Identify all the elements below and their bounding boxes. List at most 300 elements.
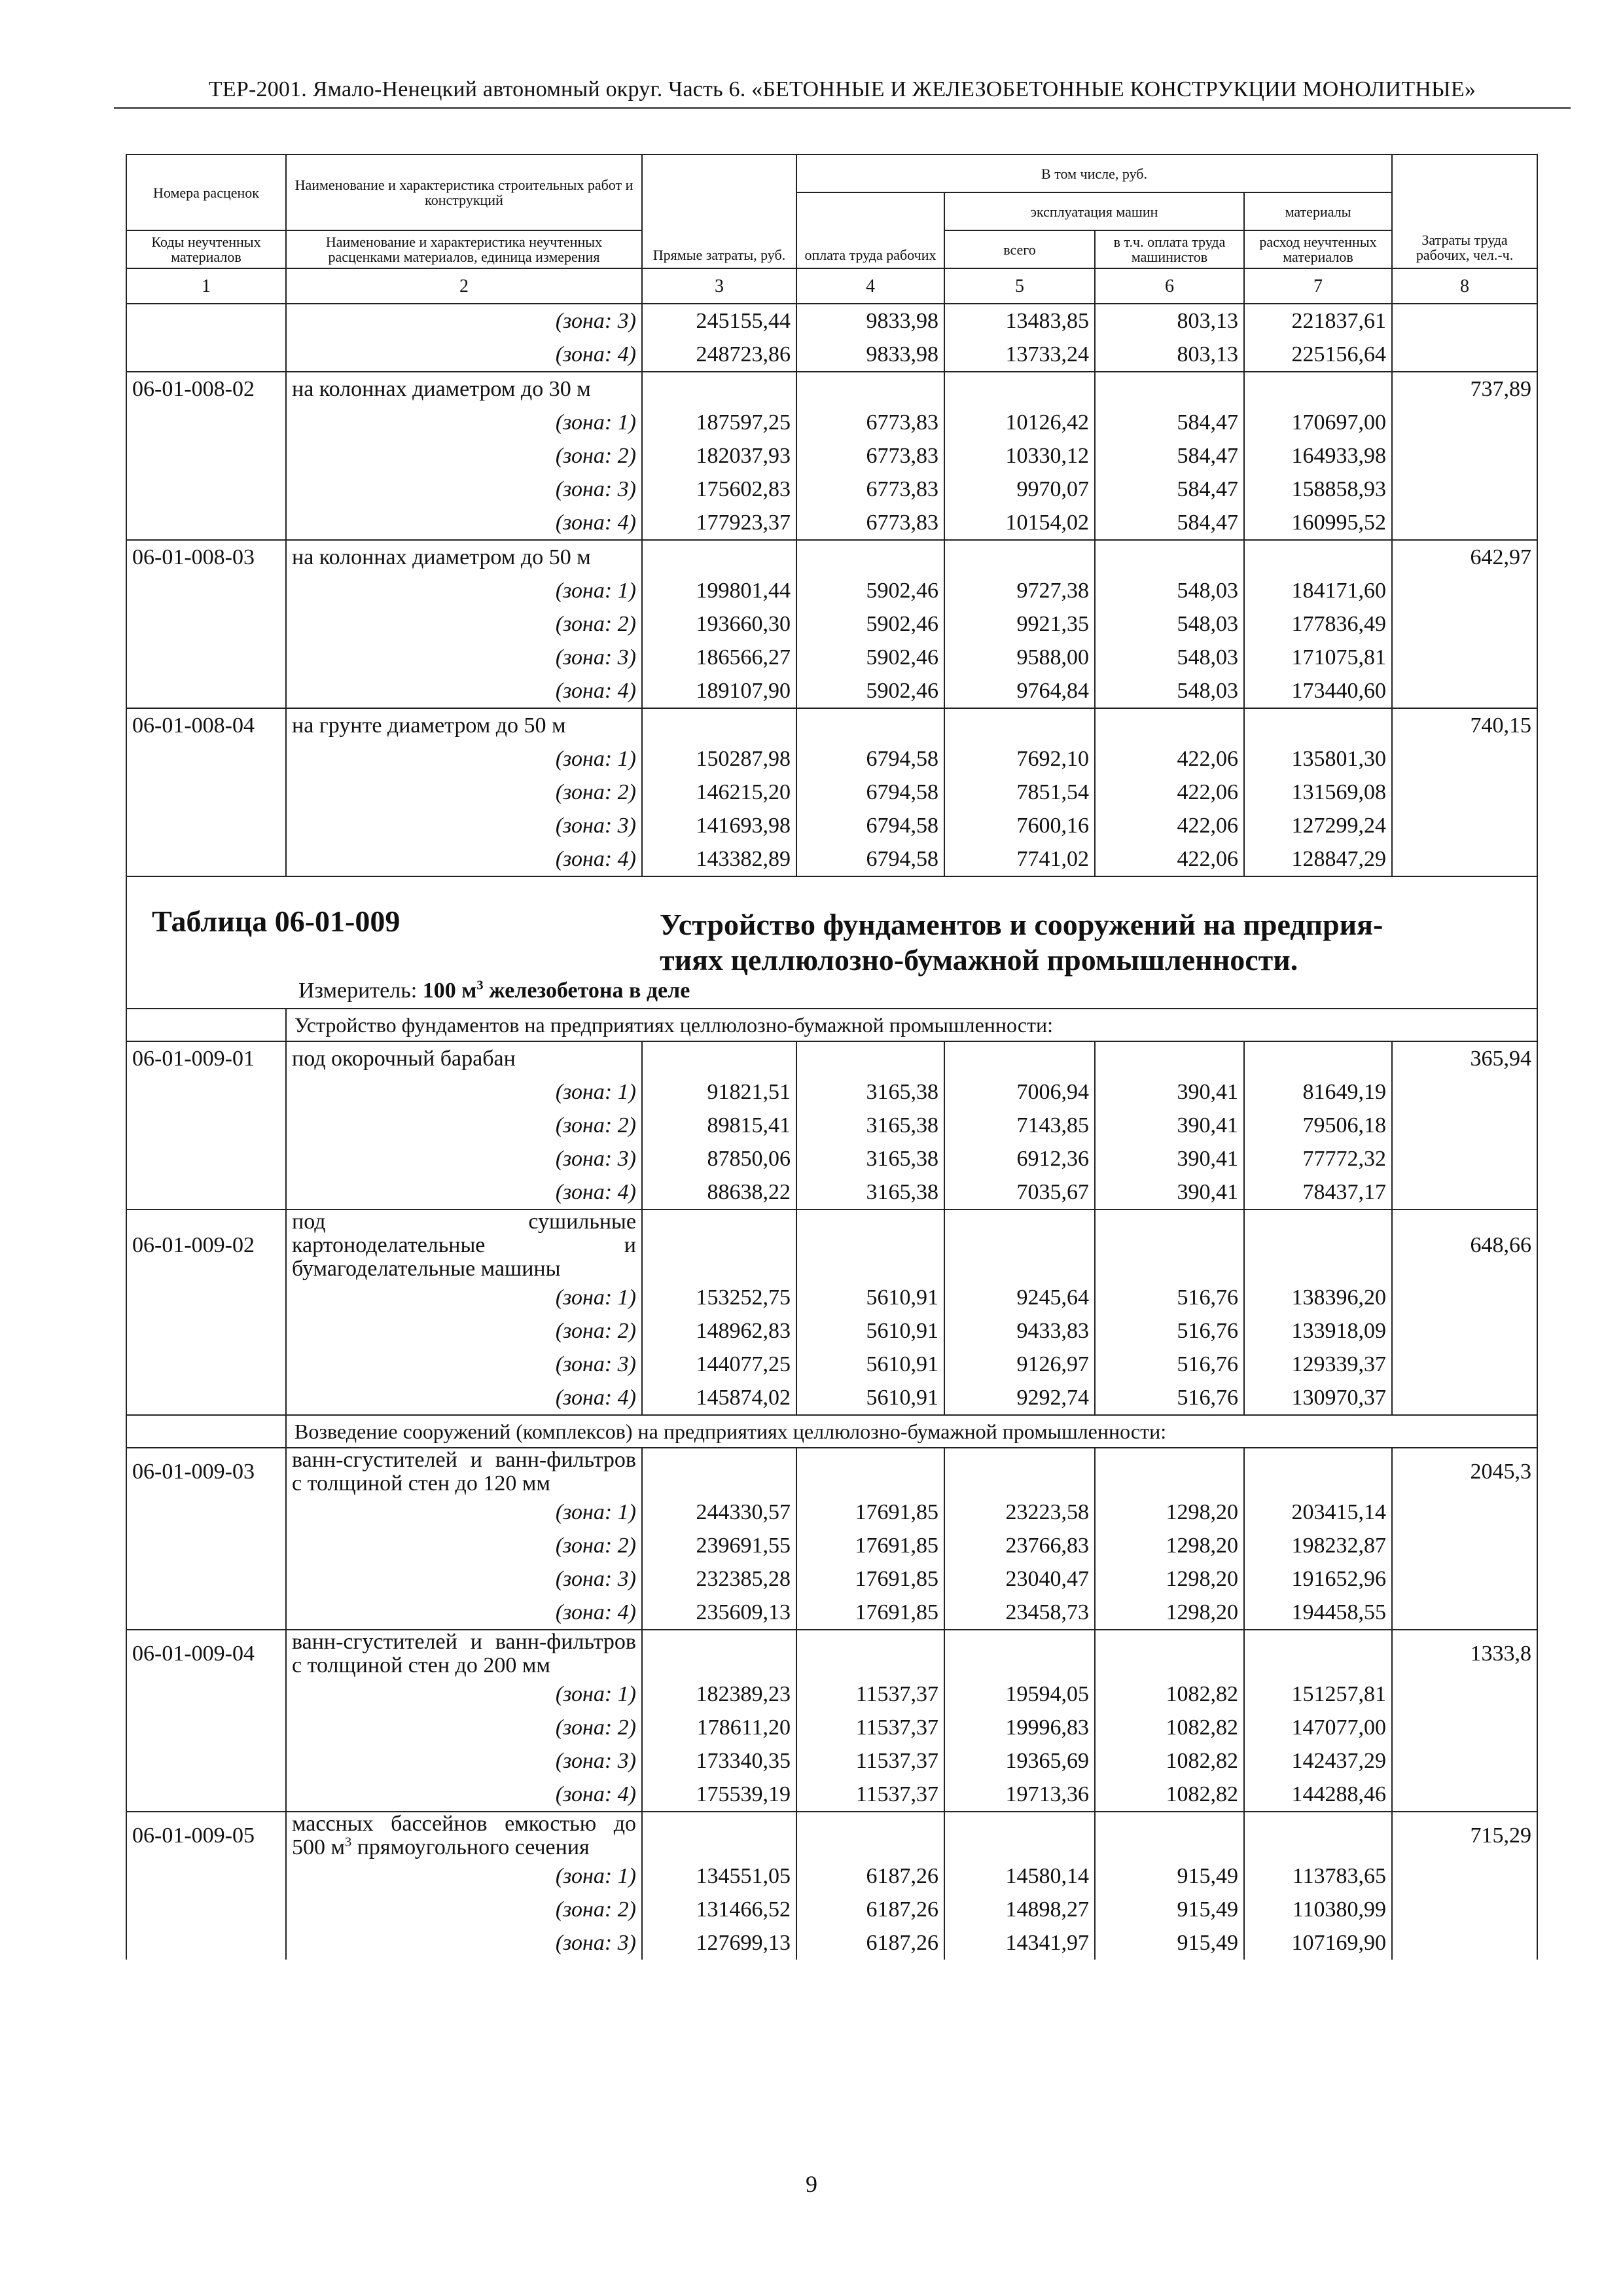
wages: 11537,37	[796, 1778, 944, 1812]
machines-total: 6912,36	[944, 1142, 1095, 1175]
table-row	[126, 1711, 1537, 1744]
materials: 184171,60	[1244, 574, 1392, 607]
machinists-wages: 915,49	[1095, 1926, 1244, 1960]
wages: 11537,37	[796, 1744, 944, 1778]
measure-unit-suffix: железобетона в деле	[489, 978, 690, 1003]
header-code-top: Номера расценок	[126, 154, 286, 230]
machinists-wages: 516,76	[1095, 1281, 1244, 1314]
measure-unit-prefix: Измеритель:	[298, 978, 418, 1003]
table-row	[126, 641, 1537, 674]
zone-label: (зона: 2)	[286, 1314, 642, 1348]
machines-total: 23766,83	[944, 1529, 1095, 1562]
rate-item	[126, 1041, 1537, 1075]
rate-item	[126, 1812, 1537, 1859]
wages: 6794,58	[796, 742, 944, 776]
machinists-wages: 548,03	[1095, 607, 1244, 641]
zone-label: (зона: 2)	[286, 607, 642, 641]
table-row	[126, 1314, 1537, 1348]
page-number: 9	[806, 2171, 817, 2197]
col-num: 1	[126, 268, 286, 304]
machines-total: 23458,73	[944, 1596, 1095, 1630]
wages: 6794,58	[796, 842, 944, 876]
rate-item	[126, 1448, 1537, 1496]
wages: 5610,91	[796, 1314, 944, 1348]
direct-cost: 87850,06	[642, 1142, 796, 1175]
machinists-wages: 803,13	[1095, 304, 1244, 338]
zone-label: (зона: 4)	[286, 1596, 642, 1630]
machines-total: 10126,42	[944, 406, 1095, 439]
section-block-structures	[126, 1415, 1537, 1448]
table-row	[126, 473, 1537, 506]
zone-label: (зона: 1)	[286, 1677, 642, 1711]
rate-name-part: массных бассейнов емкостью до 500 м	[292, 1812, 636, 1859]
wages: 5902,46	[796, 674, 944, 708]
header-wages: оплата труда рабочих	[796, 192, 944, 268]
machinists-wages: 548,03	[1095, 674, 1244, 708]
machines-total: 9921,35	[944, 607, 1095, 641]
machinists-wages: 915,49	[1095, 1893, 1244, 1926]
materials: 173440,60	[1244, 674, 1392, 708]
wages: 11537,37	[796, 1677, 944, 1711]
wages: 5610,91	[796, 1381, 944, 1415]
machinists-wages: 548,03	[1095, 574, 1244, 607]
direct-cost: 145874,02	[642, 1381, 796, 1415]
direct-cost: 141693,98	[642, 809, 796, 842]
header-direct-costs: Прямые затраты, руб.	[642, 154, 796, 268]
machines-total: 9764,84	[944, 674, 1095, 708]
machines-total: 9970,07	[944, 473, 1095, 506]
machinists-wages: 1082,82	[1095, 1744, 1244, 1778]
wages: 3165,38	[796, 1142, 944, 1175]
table-row	[126, 1348, 1537, 1381]
zone-label: (зона: 2)	[286, 1711, 642, 1744]
materials: 138396,20	[1244, 1281, 1392, 1314]
direct-cost: 189107,90	[642, 674, 796, 708]
section-title-foundations: Устройство фундаментов на предприятиях целлюлозно-бумажной промышленности:	[286, 1009, 1537, 1041]
header-machines-total: всего	[944, 230, 1095, 268]
section-title-structures: Возведение сооружений (комплексов) на предприятиях целлюлозно-бумажной промышленности:	[286, 1415, 1537, 1448]
materials: 194458,55	[1244, 1596, 1392, 1630]
table-row	[126, 1381, 1537, 1415]
header-code-bottom: Коды неучтенных материалов	[126, 230, 286, 268]
wages: 9833,98	[796, 338, 944, 372]
table-row	[126, 1496, 1537, 1529]
materials: 77772,32	[1244, 1142, 1392, 1175]
machinists-wages: 548,03	[1095, 641, 1244, 674]
zone-label: (зона: 1)	[286, 1859, 642, 1893]
wages: 6794,58	[796, 776, 944, 809]
machinists-wages: 1082,82	[1095, 1711, 1244, 1744]
direct-cost: 177923,37	[642, 506, 796, 540]
materials: 147077,00	[1244, 1711, 1392, 1744]
header-rule	[114, 107, 1571, 109]
machines-total: 7600,16	[944, 809, 1095, 842]
machines-total: 13733,24	[944, 338, 1095, 372]
table-row	[126, 607, 1537, 641]
materials: 225156,64	[1244, 338, 1392, 372]
table-row	[126, 742, 1537, 776]
zone-label: (зона: 3)	[286, 1562, 642, 1596]
machinists-wages: 1298,20	[1095, 1529, 1244, 1562]
direct-cost: 134551,05	[642, 1859, 796, 1893]
machinists-wages: 1298,20	[1095, 1562, 1244, 1596]
zone-label: (зона: 4)	[286, 842, 642, 876]
table-title-block	[126, 876, 1537, 1041]
machines-total: 10154,02	[944, 506, 1095, 540]
machinists-wages: 390,41	[1095, 1175, 1244, 1210]
measure-unit-sup: 3	[476, 978, 484, 993]
materials: 164933,98	[1244, 439, 1392, 473]
zone-label: (зона: 1)	[286, 1496, 642, 1529]
machines-total: 7143,85	[944, 1109, 1095, 1142]
machinists-wages: 390,41	[1095, 1109, 1244, 1142]
measure-unit	[298, 977, 690, 1005]
zone-label: (зона: 3)	[286, 1744, 642, 1778]
machinists-wages: 516,76	[1095, 1381, 1244, 1415]
machines-total: 9126,97	[944, 1348, 1095, 1381]
wages: 3165,38	[796, 1175, 944, 1210]
wages: 5610,91	[796, 1281, 944, 1314]
col-num: 4	[796, 268, 944, 304]
machinists-wages: 390,41	[1095, 1075, 1244, 1109]
machines-total: 19594,05	[944, 1677, 1095, 1711]
zone-label: (зона: 1)	[286, 1075, 642, 1109]
table-number: Таблица 06-01-009	[152, 905, 401, 938]
table-row	[126, 1677, 1537, 1711]
direct-cost: 235609,13	[642, 1596, 796, 1630]
machinists-wages: 422,06	[1095, 742, 1244, 776]
wages: 5610,91	[796, 1348, 944, 1381]
direct-cost: 175602,83	[642, 473, 796, 506]
wages: 11537,37	[796, 1711, 944, 1744]
direct-cost: 143382,89	[642, 842, 796, 876]
zone-label: (зона: 2)	[286, 439, 642, 473]
direct-cost: 186566,27	[642, 641, 796, 674]
labor-cost: 1333,8	[1392, 1630, 1537, 1677]
machinists-wages: 1082,82	[1095, 1778, 1244, 1812]
direct-cost: 175539,19	[642, 1778, 796, 1812]
zone-label: (зона: 4)	[286, 338, 642, 372]
rate-code: 06-01-008-03	[126, 540, 286, 574]
table-row	[126, 1175, 1537, 1210]
wages: 17691,85	[796, 1562, 944, 1596]
machinists-wages: 915,49	[1095, 1859, 1244, 1893]
table-row	[126, 1075, 1537, 1109]
rate-name: под окорочный барабан	[286, 1041, 642, 1075]
direct-cost: 248723,86	[642, 338, 796, 372]
direct-cost: 239691,55	[642, 1529, 796, 1562]
wages: 5902,46	[796, 641, 944, 674]
zone-label: (зона: 4)	[286, 1175, 642, 1210]
labor-cost: 365,94	[1392, 1041, 1537, 1075]
wages: 6773,83	[796, 406, 944, 439]
machines-total: 14341,97	[944, 1926, 1095, 1960]
measure-unit-value: 100 м	[422, 978, 477, 1003]
zone-label: (зона: 2)	[286, 1529, 642, 1562]
materials: 135801,30	[1244, 742, 1392, 776]
machines-total: 9292,74	[944, 1381, 1095, 1415]
machines-total: 23040,47	[944, 1562, 1095, 1596]
materials: 110380,99	[1244, 1893, 1392, 1926]
materials: 160995,52	[1244, 506, 1392, 540]
direct-cost: 193660,30	[642, 607, 796, 641]
machinists-wages: 422,06	[1095, 809, 1244, 842]
zone-label: (зона: 3)	[286, 1142, 642, 1175]
zone-label: (зона: 2)	[286, 776, 642, 809]
table-row	[126, 674, 1537, 708]
machines-total: 9588,00	[944, 641, 1095, 674]
column-numbers	[126, 268, 1537, 304]
wages: 6187,26	[796, 1893, 944, 1926]
materials: 81649,19	[1244, 1075, 1392, 1109]
rate-item	[126, 540, 1537, 574]
wages: 6773,83	[796, 439, 944, 473]
zone-label: (зона: 2)	[286, 1109, 642, 1142]
zone-label: (зона: 4)	[286, 1381, 642, 1415]
rate-code: 06-01-009-04	[126, 1630, 286, 1677]
rate-name: ванн-сгустителей и ванн-фильтров с толщиной стен до 200 мм	[286, 1630, 642, 1677]
table-header	[126, 154, 1537, 304]
direct-cost: 182037,93	[642, 439, 796, 473]
table-row	[126, 1562, 1537, 1596]
materials: 144288,46	[1244, 1778, 1392, 1812]
direct-cost: 187597,25	[642, 406, 796, 439]
direct-cost: 244330,57	[642, 1496, 796, 1529]
table-row	[126, 776, 1537, 809]
zone-label: (зона: 4)	[286, 674, 642, 708]
col-num: 5	[944, 268, 1095, 304]
table-row	[126, 1744, 1537, 1778]
machines-total: 7692,10	[944, 742, 1095, 776]
zone-label: (зона: 1)	[286, 742, 642, 776]
materials: 151257,81	[1244, 1677, 1392, 1711]
rate-name: на колоннах диаметром до 50 м	[286, 540, 642, 574]
machines-total: 14898,27	[944, 1893, 1095, 1926]
direct-cost: 150287,98	[642, 742, 796, 776]
machinists-wages: 422,06	[1095, 776, 1244, 809]
running-header: ТЕР-2001. Ямало-Ненецкий автономный округ. Часть 6. «БЕТОННЫЕ И ЖЕЛЕЗОБЕТОННЫЕ КОНСТРУКЦИИ МОНОЛИТНЫЕ»	[208, 77, 1476, 101]
materials: 128847,29	[1244, 842, 1392, 876]
header-group-machines: эксплуатация машин	[944, 192, 1244, 230]
table-row	[126, 506, 1537, 540]
materials: 107169,90	[1244, 1926, 1392, 1960]
wages: 6773,83	[796, 473, 944, 506]
materials: 79506,18	[1244, 1109, 1392, 1142]
labor-cost: 642,97	[1392, 540, 1537, 574]
zone-label: (зона: 1)	[286, 406, 642, 439]
machinists-wages: 584,47	[1095, 506, 1244, 540]
wages: 6794,58	[796, 809, 944, 842]
materials: 198232,87	[1244, 1529, 1392, 1562]
rate-name-part: прямоугольного сечения	[351, 1835, 590, 1859]
rate-name-sup: 3	[345, 1835, 352, 1850]
materials: 130970,37	[1244, 1381, 1392, 1415]
direct-cost: 178611,20	[642, 1711, 796, 1744]
machines-total: 19365,69	[944, 1744, 1095, 1778]
zone-label: (зона: 3)	[286, 809, 642, 842]
wages: 9833,98	[796, 304, 944, 338]
table-row	[126, 338, 1537, 372]
header-name-top: Наименование и характеристика строительных работ и конструкций	[286, 154, 642, 230]
table-body	[126, 304, 1537, 372]
machinists-wages: 390,41	[1095, 1142, 1244, 1175]
zone-label: (зона: 2)	[286, 1893, 642, 1926]
machines-total: 19713,36	[944, 1778, 1095, 1812]
machinists-wages: 584,47	[1095, 439, 1244, 473]
table-row	[126, 842, 1537, 876]
rates-group-009-foundations	[126, 1041, 1537, 1415]
materials: 203415,14	[1244, 1496, 1392, 1529]
wages: 3165,38	[796, 1109, 944, 1142]
machinists-wages: 584,47	[1095, 473, 1244, 506]
rate-item	[126, 1210, 1537, 1281]
machines-total: 10330,12	[944, 439, 1095, 473]
zone-label: (зона: 3)	[286, 1348, 642, 1381]
machinists-wages: 584,47	[1095, 406, 1244, 439]
direct-cost: 245155,44	[642, 304, 796, 338]
machines-total: 7035,67	[944, 1175, 1095, 1210]
wages: 5902,46	[796, 607, 944, 641]
materials: 129339,37	[1244, 1348, 1392, 1381]
header-name-bottom: Наименование и характеристика неучтенных расценками материалов, единица измерения	[286, 230, 642, 268]
col-num: 6	[1095, 268, 1244, 304]
table-row	[126, 1109, 1537, 1142]
materials: 142437,29	[1244, 1744, 1392, 1778]
rate-item	[126, 708, 1537, 742]
table-row	[126, 1529, 1537, 1562]
rate-item	[126, 372, 1537, 406]
zone-label: (зона: 3)	[286, 1926, 642, 1960]
materials: 131569,08	[1244, 776, 1392, 809]
table-row	[126, 406, 1537, 439]
machines-total: 23223,58	[944, 1496, 1095, 1529]
rate-code: 06-01-009-03	[126, 1448, 286, 1496]
materials: 78437,17	[1244, 1175, 1392, 1210]
rate-name: под сушильные картоноделательные и бумагоделательные машины	[286, 1210, 642, 1281]
materials: 191652,96	[1244, 1562, 1392, 1596]
wages: 17691,85	[796, 1596, 944, 1630]
machines-total: 13483,85	[944, 304, 1095, 338]
col-num: 3	[642, 268, 796, 304]
labor-cost: 648,66	[1392, 1210, 1537, 1281]
machines-total: 9245,64	[944, 1281, 1095, 1314]
col-num: 7	[1244, 268, 1392, 304]
table-row	[126, 1778, 1537, 1812]
table-row	[126, 1893, 1537, 1926]
table-row	[126, 1281, 1537, 1314]
rate-code: 06-01-008-02	[126, 372, 286, 406]
header-group-materials: материалы	[1244, 192, 1392, 230]
wages: 6187,26	[796, 1859, 944, 1893]
zone-label: (зона: 3)	[286, 304, 642, 338]
materials: 127299,24	[1244, 809, 1392, 842]
section-heading	[126, 1415, 1537, 1448]
rate-name	[286, 1812, 642, 1859]
rate-item	[126, 1630, 1537, 1677]
direct-cost: 127699,13	[642, 1926, 796, 1960]
table-title: Устройство фундаментов и сооружений на предприя-тиях целлюлозно-бумажной промышленности.	[660, 908, 1383, 977]
materials: 171075,81	[1244, 641, 1392, 674]
wages: 3165,38	[796, 1075, 944, 1109]
machines-total: 9727,38	[944, 574, 1095, 607]
wages: 6187,26	[796, 1926, 944, 1960]
direct-cost: 182389,23	[642, 1677, 796, 1711]
machinists-wages: 422,06	[1095, 842, 1244, 876]
materials: 158858,93	[1244, 473, 1392, 506]
header-labor-costs: Затраты труда рабочих, чел.-ч.	[1392, 154, 1537, 268]
table-row	[126, 809, 1537, 842]
machinists-wages: 1082,82	[1095, 1677, 1244, 1711]
table-row	[126, 1596, 1537, 1630]
materials: 113783,65	[1244, 1859, 1392, 1893]
header-materials-use: расход неучтенных материалов	[1244, 230, 1392, 268]
table-row	[126, 304, 1537, 338]
rate-code: 06-01-008-04	[126, 708, 286, 742]
wages: 6773,83	[796, 506, 944, 540]
machines-total: 19996,83	[944, 1711, 1095, 1744]
rates-group-008	[126, 372, 1537, 876]
section-heading	[126, 1009, 1537, 1041]
materials: 177836,49	[1244, 607, 1392, 641]
machines-total: 9433,83	[944, 1314, 1095, 1348]
wages: 17691,85	[796, 1529, 944, 1562]
rate-code: 06-01-009-01	[126, 1041, 286, 1075]
direct-cost: 146215,20	[642, 776, 796, 809]
table-row	[126, 1142, 1537, 1175]
zone-label: (зона: 3)	[286, 641, 642, 674]
machinists-wages: 803,13	[1095, 338, 1244, 372]
wages: 17691,85	[796, 1496, 944, 1529]
col-num: 8	[1392, 268, 1537, 304]
zone-label: (зона: 1)	[286, 1281, 642, 1314]
rate-name: на колоннах диаметром до 30 м	[286, 372, 642, 406]
table-row	[126, 439, 1537, 473]
machinists-wages: 516,76	[1095, 1314, 1244, 1348]
machines-total: 7741,02	[944, 842, 1095, 876]
materials: 221837,61	[1244, 304, 1392, 338]
rate-name: на грунте диаметром до 50 м	[286, 708, 642, 742]
table-row	[126, 574, 1537, 607]
rates-group-009-structures	[126, 1448, 1537, 1960]
direct-cost: 91821,51	[642, 1075, 796, 1109]
rate-name: ванн-сгустителей и ванн-фильтров с толщиной стен до 120 мм	[286, 1448, 642, 1496]
machinists-wages: 516,76	[1095, 1348, 1244, 1381]
materials: 133918,09	[1244, 1314, 1392, 1348]
header-group-incl: В том числе, руб.	[796, 154, 1392, 192]
labor-cost: 715,29	[1392, 1812, 1537, 1859]
direct-cost: 88638,22	[642, 1175, 796, 1210]
rate-code: 06-01-009-05	[126, 1812, 286, 1859]
labor-cost: 2045,3	[1392, 1448, 1537, 1496]
direct-cost: 153252,75	[642, 1281, 796, 1314]
machinists-wages: 1298,20	[1095, 1596, 1244, 1630]
header-machinists-wages: в т.ч. оплата труда машинистов	[1095, 230, 1244, 268]
labor-cost: 740,15	[1392, 708, 1537, 742]
price-table	[126, 154, 1538, 1960]
machinists-wages: 1298,20	[1095, 1496, 1244, 1529]
wages: 5902,46	[796, 574, 944, 607]
zone-label: (зона: 4)	[286, 506, 642, 540]
labor-cost: 737,89	[1392, 372, 1537, 406]
materials: 170697,00	[1244, 406, 1392, 439]
zone-label: (зона: 3)	[286, 473, 642, 506]
machines-total: 7006,94	[944, 1075, 1095, 1109]
zone-label: (зона: 1)	[286, 574, 642, 607]
direct-cost: 199801,44	[642, 574, 796, 607]
direct-cost: 173340,35	[642, 1744, 796, 1778]
rate-code: 06-01-009-02	[126, 1210, 286, 1281]
direct-cost: 232385,28	[642, 1562, 796, 1596]
